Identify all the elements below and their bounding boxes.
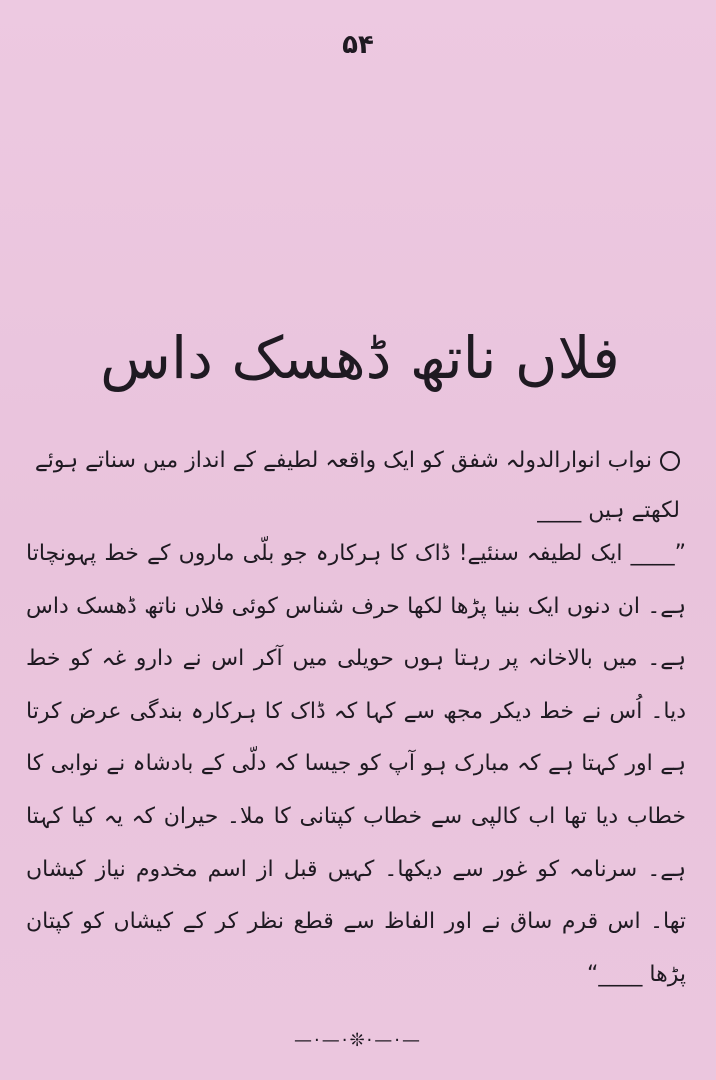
quote-paragraph: ”____ ایک لطیفہ سنئیے! ڈاک کا ہرکارہ جو بلّی ماروں کے خط پہونچاتا ہے۔ ان دنوں ایک بنیا پڑھا لکھا حرف شناس کوئی فلاں ناتھ ڈھسک داس ہے۔ میں بالاخانہ پر رہتا ہوں حویلی میں آکر اس نے دارو غہ کو خط دیا۔ اُس نے خط دیکر مجھ سے کہا کہ ڈاک کا ہرکارہ بندگی عرض کرتا ہے اور کہتا ہے کہ مبارک ہو آپ کو جیسا کہ دلّی کے بادشاہ نے نوابی کا خطاب دیا تھا اب کالپی سے خطاب کپتانی کا ملا۔ حیران کہ یہ کیا کہتا ہے۔ سرنامہ کو غور سے دیکھا۔ کہیں قبل از اسم مخدوم نیاز کیشاں تھا۔ اس قرم ساق نے اور الفاظ سے قطع نظر کر کے کیشاں کو کپتان پڑھا ____“ xyxy=(26,541,686,987)
page-title: فلاں ناتھ ڈھسک داس xyxy=(100,324,620,392)
circle-bullet-icon xyxy=(660,451,680,471)
page-number: ۵۴ xyxy=(342,30,374,60)
intro-text: نواب انوارالدولہ شفق کو ایک واقعہ لطیفے کے انداز میں سناتے ہوئے لکھتے ہیں ____ xyxy=(34,448,680,523)
ornament-divider: —·—·❊·—·— xyxy=(294,1030,422,1051)
intro-paragraph xyxy=(32,436,680,536)
